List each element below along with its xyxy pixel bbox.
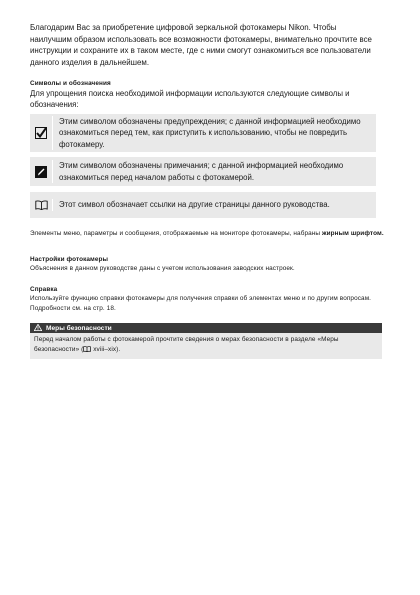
- book-icon: [30, 200, 52, 210]
- help-title: Справка: [30, 286, 58, 293]
- safety-text: Перед началом работы с фотокамерой прочтите сведения о мерах безопасности в разделе «Меры безопасности» (: [34, 336, 339, 353]
- menu-items-bold: жирным шрифтом.: [321, 230, 384, 237]
- book-icon: [83, 346, 91, 353]
- note-text: Этим символом обозначены примечания; с данной информацией необходимо ознакомиться перед началом работы с фотокамерой.: [52, 160, 376, 183]
- symbols-title: Символы и обозначения: [30, 80, 111, 87]
- help-text: Используйте функцию справки фотокамеры для получения справки об элементах меню и по другим вопросам. Подробности см. на стр. 18.: [30, 295, 372, 312]
- safety-close: ).: [116, 346, 121, 353]
- safety-body: [30, 333, 382, 359]
- intro-paragraph: Благодарим Вас за приобретение цифровой зеркальной фотокамеры Nikon. Чтобы наилучшим образом использовать все возможности фотокамеры, внимательно прочтите все инструкции и сохраните их в таком месте, где с ними смогут ознакомиться все пользователи данного изделия в дальнейшем.: [30, 23, 372, 67]
- caution-text: Этим символом обозначены предупреждения; с данной информацией необходимо ознакомиться перед тем, как приступить к использованию, чтобы не повредить фотокамеру.: [52, 116, 376, 150]
- menu-items-note: [30, 229, 386, 239]
- symbols-text: Для упрощения поиска необходимой информации используются следующие символы и обозначения:: [30, 89, 350, 109]
- check-icon: [30, 127, 52, 139]
- safety-title: Меры безопасности: [46, 324, 112, 332]
- settings-text: Объяснения в данном руководстве даны с учетом использования заводских настроек.: [30, 265, 295, 272]
- note-box: [30, 157, 376, 186]
- pencil-icon: [30, 166, 52, 178]
- menu-items-text: Элементы меню, параметры и сообщения, отображаемые на мониторе фотокамеры, набраны: [30, 230, 321, 237]
- reference-text: Этот символ обозначает ссылки на другие страницы данного руководства.: [52, 199, 330, 210]
- caution-box: [30, 114, 376, 152]
- reference-box: [30, 192, 376, 218]
- settings-title: Настройки фотокамеры: [30, 256, 109, 263]
- safety-header: [30, 323, 382, 333]
- safety-pages-link[interactable]: xviii–xix: [93, 346, 117, 353]
- warning-triangle-icon: [34, 324, 42, 333]
